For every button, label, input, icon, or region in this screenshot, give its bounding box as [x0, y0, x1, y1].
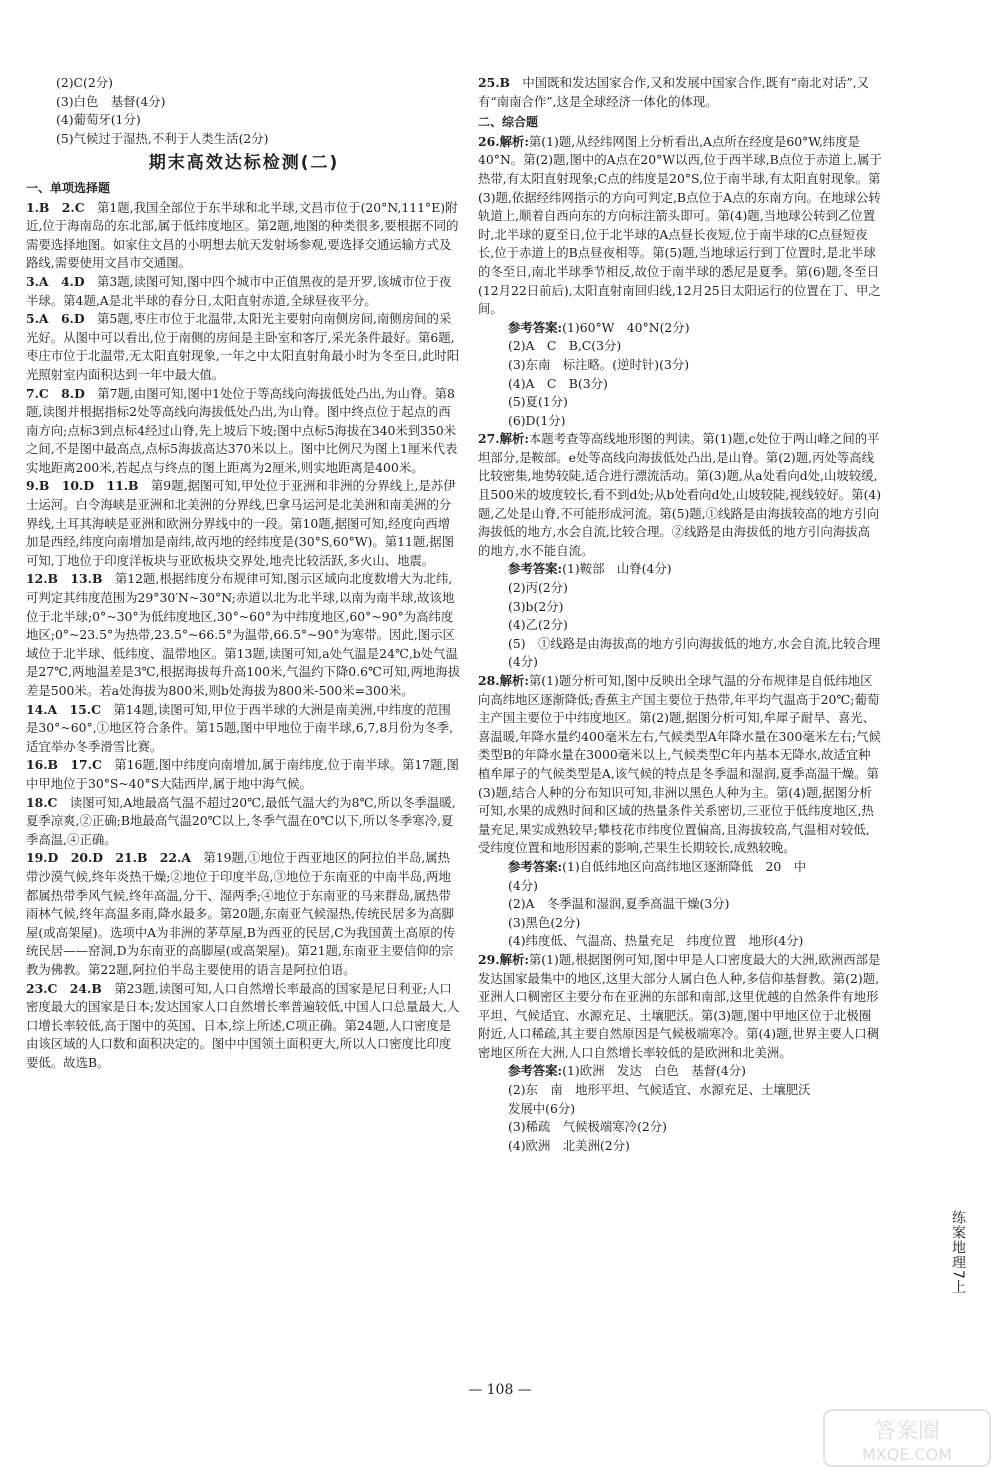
question-number: 26.	[478, 133, 500, 149]
reference-answers	[478, 858, 882, 951]
left-column	[26, 74, 462, 1072]
prev-answer-line: (2)C(2分)	[56, 75, 113, 90]
reference-answers	[478, 319, 882, 431]
answer-line: (5) ①线路是由海拔高的地方引向海拔低的地方,水会自流,比较合理(4分)	[508, 635, 881, 670]
reference-answers	[478, 1062, 882, 1155]
answer-line: (4)乙(2分)	[508, 617, 568, 633]
answer-text: 第23题,读图可知,人口自然增长率最高的国家是尼日利亚;人口密度最大的国家是日本;发达国家人口自然增长率普遍较低,中国人口总量最大,人口增长率较低,高于图中的英国、日本,综上所述,C项正确。第24题,人口密度是由该区域的人口数和面积决定的。图中中国领土面积更大,所以人口密度比印度要低。故选B。	[26, 980, 460, 1070]
watermark-bottom: MXQE.COM	[861, 1445, 953, 1464]
analysis-text: 第(1)题分析可知,图中反映出全球气温的分布规律是自低纬地区向高纬地区逐渐降低;香蕉主产国主要位于热带,年平均气温高于20℃;葡萄主产国主要位于中纬度地区。第(2)题,据图分析可知,牟犀子耐旱、喜光、喜温暖,年降水量约400毫米左右,气候类型A年降水量在300毫米左右;气候类型B的年降水量在3000毫米以上,气候类型C年内基本无降水,故适宜种植牟犀子的气候类型是A,该气候的特点是冬季温和湿润,夏季高温干燥。第(3)题,结合人种的分布知识可知,非洲以黑色人种为主。第(4)题,据图分析可知,水果的成熟时间和区域的热量条件关系密切,三亚位于低纬度地区,热量充足,果实成熟较早;攀枝花市纬度位置偏高,且海拔较高,气温相对较低,受纬度位置和地形因素的影响,芒果生长期较长,成熟较晚。	[478, 673, 881, 856]
prev-answers	[26, 74, 462, 148]
prev-answer-line: (3)白色 基督(4分)	[56, 93, 166, 109]
answer-text: 中国既和发达国家合作,又和发展中国家合作,既有“南北对话”,又有“南南合作”,这是全球经济一体化的体现。	[478, 75, 870, 109]
answer-item	[26, 477, 462, 570]
answer-label: 参考答案:	[508, 561, 563, 577]
answer-line: (1)60°W 40°N(2分)	[562, 319, 690, 335]
answer-item	[26, 701, 462, 757]
answer-text: 第12题,根据纬度分布规律可知,图示区域向北度数增大为北纬,可判定其纬度范围为29°30′N~30°N;赤道以北为北半球,以南为南半球,故该地位于北半球;0°~30°为低纬度地区,30°~60°为中纬度地区,60°~90°为高纬度地区;0°~23.5°为热带,23.5°~66.5°为温带,66.5°~90°为寒带。因此,图示区域位于北半球、低纬度、温带地区。第13题,读图可知,a处气温是24℃,b处气温是27℃,两地温差是3℃,根据海拔每升高100米,气温约下降0.6℃可知,两地海拔差是500米。若a处海拔为800米,则b处海拔为800米-500米=300米。	[26, 571, 461, 698]
answer-line: (3)b(2分)	[508, 598, 564, 614]
answer-item	[26, 385, 462, 478]
answer-line: (6)D(1分)	[508, 412, 566, 428]
question-29	[478, 951, 882, 1063]
watermark-top: 答案圈	[873, 1419, 941, 1444]
answer-line: (3)东南 标注略。(逆时针)(3分)	[508, 356, 690, 372]
answer-line: (3)黑色(2分)	[508, 914, 581, 930]
answer-text: 第16题,图中纬度向南增加,属于南纬度,位于南半球。第17题,图中甲地位于30°S~40°S大陆西岸,属于地中海气候。	[26, 757, 459, 791]
answer-line: (5)夏(1分)	[508, 394, 568, 410]
question-28	[478, 672, 882, 858]
answer-label: 参考答案:	[508, 319, 563, 335]
section-heading: 二、综合题	[478, 115, 539, 130]
answer-line: (2)A 冬季温和湿润,夏季高温干燥(3分)	[508, 896, 730, 912]
question-number: 1.B 2.C	[26, 199, 85, 215]
answer-text: 第3题,读图可知,图中四个城市中正值黑夜的是开罗,该城市位于夜半球。第4题,A是北半球的春分日,太阳直射赤道,全球昼夜平分。	[26, 273, 452, 308]
answer-text: 第9题,据图可知,甲处位于亚洲和非洲的分界线上,是苏伊士运河。白令海峡是亚洲和北美洲的分界线,巴拿马运河是北美洲和南美洲的分界线,土耳其海峡是亚洲和欧洲分界线中的一段。第10题,据图可知,经度向西增加是西经,纬度向南增加是南纬,故丙地的经纬度是(30°S,60°W)。第11题,据图可知,丁地位于印度洋板块与亚欧板块交界处,地壳比较活跃,多火山、地震。	[26, 478, 456, 568]
answer-text: 第1题,我国全部位于东半球和北半球,文昌市位于(20°N,111°E)附近,位于海南岛的东北部,属于低纬度地区。第2题,地图的种类很多,要根据不同的需要选择地图。如家住文昌的小明想去航天发射场参观,要选择交通运输方式及路线,需要使用文昌市交通图。	[26, 199, 459, 271]
analysis-label: 解析:	[499, 951, 529, 967]
answer-line: (2)丙(2分)	[508, 580, 568, 596]
page-number: — 108 —	[468, 1382, 532, 1398]
question-number: 12.B 13.B	[26, 571, 103, 587]
side-label: 练案地理7上	[950, 1210, 966, 1295]
prev-answer-line: (4)葡萄牙(1分)	[56, 112, 141, 128]
answer-item	[26, 849, 462, 979]
question-number: 19.D 20.D 21.B 22.A	[26, 850, 191, 866]
answer-item	[26, 980, 462, 1073]
answer-line: (4)欧洲 北美洲(2分)	[508, 1137, 630, 1153]
question-number: 27.	[478, 431, 500, 447]
answer-line: (1)欧洲 发达 白色 基督(4分)	[562, 1063, 746, 1079]
question-number: 9.B 10.D 11.B	[26, 478, 139, 494]
answer-item	[26, 756, 462, 793]
answer-item	[26, 794, 462, 850]
question-number: 18.C	[26, 794, 58, 810]
answer-line: (2)东 南 地形平坦、气候适宜、水源充足、土壤肥沃	[508, 1082, 811, 1098]
analysis-text: 本题考查等高线地形图的判读。第(1)题,c处位于两山峰之间的平坦部分,是鞍部。e处等高线向海拔低处凸出,是山脊。第(2)题,丙处等高线比较密集,地势较陡,适合进行漂流活动。第(3)题,从a处看向d处,山坡较缓,且500米的坡度较长,看不到d处;从b处看向d处,山坡较陡,视线较好。第(4)题,乙处是山脊,不可能形成河流。第(5)题,①线路是由海拔较高的地方引向海拔低的地方,水会自流,比较合理。②线路是由海拔低的地方引向海拔高的地方,水不能自流。	[478, 431, 882, 558]
question-number: 14.A 15.C	[26, 701, 101, 717]
answer-item	[478, 74, 882, 111]
answer-item	[26, 273, 462, 310]
answer-item	[26, 570, 462, 700]
answer-line: 发展中(6分)	[508, 1100, 576, 1116]
answer-item	[26, 310, 462, 384]
answer-text: 第19题,①地位于西亚地区的阿拉伯半岛,属热带沙漠气候,终年炎热干燥;②地位于印度半岛,③地位于东南亚的中南半岛,两地都属热带季风气候,终年高温,分干、湿两季;④地位于东南亚的马来群岛,属热带雨林气候,终年高温多雨,降水最多。第20题,东南亚气候湿热,传统民居多为高脚屋(或高架屋)。选项中A为非洲的茅草屋,B为西亚的民居,C为我国黄土高原的传统民居——窑洞,D为东南亚的高脚屋(或高架屋)。第21题,东南亚主要信仰的宗教为佛教。第22题,阿拉伯半岛主要使用的语言是阿拉伯语。	[26, 850, 456, 977]
reference-answers	[478, 560, 882, 672]
analysis-label: 解析:	[499, 133, 529, 149]
answer-item	[26, 199, 462, 273]
watermark-logo	[822, 1408, 992, 1468]
answer-text: 第14题,读图可知,甲位于西半球的大洲是南美洲,中纬度的范围是30°~60°,①地区符合条件。第15题,图中甲地位于南半球,6,7,8月份为冬季,适宜举办冬季滑雪比赛。	[26, 701, 454, 754]
answer-label: 参考答案:	[508, 1063, 563, 1079]
answer-text: 读图可知,A地最高气温不超过20℃,最低气温大约为8℃,所以冬季温暖,夏季凉爽,②正确;B地最高气温20℃以上,冬季气温在0℃以下,所以冬季寒冷,夏季高温,④正确。	[26, 794, 456, 847]
answer-line: (4)A C B(3分)	[508, 375, 608, 391]
question-number: 7.C 8.D	[26, 385, 85, 401]
question-number: 16.B 17.C	[26, 757, 102, 773]
answer-line: (3)稀疏 气候极端寒冷(2分)	[508, 1119, 668, 1135]
question-26	[478, 133, 882, 319]
question-number: 25.B	[478, 75, 511, 90]
answer-line: (2)A C B,C(3分)	[508, 338, 622, 354]
analysis-label: 解析:	[499, 673, 529, 688]
answer-line: (4分)	[508, 877, 538, 893]
question-number: 5.A 6.D	[26, 311, 85, 327]
analysis-text: 第(1)题,从经纬网图上分析看出,A点所在经度是60°W,纬度是40°N。第(2)题,图中的A点在20°W以西,位于西半球,B点位于赤道上,属于热带,有太阳直射现象;C点的纬度是20°S,位于南半球,有太阳直射现象。第(3)题,依据经纬网指示的方向可判定,B点位于A点的东南方向。在地球公转轨道上,顺着自西向东的方向标注箭头即可。第(4)题,当地球公转到乙位置时,北半球的夏至日,位于北半球的A点昼长夜短,位于南半球的C点昼短夜长,位于赤道上的B点昼夜相等。第(5)题,当地球运行到丁位置时,是北半球的冬至日,南北半球季节相反,故位于南半球的悉尼是夏季。第(6)题,冬至日(12月22日前后),太阳直射南回归线,12月25日太阳运行的位置在丁、甲之间。	[478, 133, 882, 317]
page-title: 期末高效达标检测(二)	[148, 153, 340, 174]
answer-line: (1)鞍部 山脊(4分)	[562, 561, 672, 577]
prev-answer-line: (5)气候过于湿热,不利于人类生活(2分)	[56, 130, 269, 146]
question-number: 3.A 4.D	[26, 273, 85, 289]
answer-text: 第7题,由图可知,图中1处位于等高线向海拔低处凸出,为山脊。第8题,读图并根据指标2处等高线向海拔低处凸出,为山脊。图中终点位于起点的西南方向;点标3到点标4经过山脊,先上坡后下坡;图中点标5海拔在340米到350米之间,不是图中最高点,点标5海拔高达370米以上。图中比例尺为图上1厘米代表实地距离200米,若起点与终点的图上距离为2厘米,则实地距离是400米。	[26, 385, 458, 475]
section-heading: 一、单项选择题	[26, 180, 111, 195]
question-number: 23.C 24.B	[26, 980, 102, 996]
question-number: 29.	[478, 951, 500, 967]
answer-label: 参考答案:	[508, 858, 563, 874]
answer-line: (4)纬度低、气温高、热量充足 纬度位置 地形(4分)	[508, 933, 804, 949]
question-27	[478, 430, 882, 560]
right-column	[478, 74, 882, 1155]
answer-text: 第5题,枣庄市位于北温带,太阳光主要射向南侧房间,南侧房间的采光好。从图中可以看出,位于南侧的房间是主卧室和客厅,采光条件最好。第6题,枣庄市位于北温带,无太阳直射现象,一年之中太阳直射角最小时为冬至日,此时阳光照射室内面积达到一年中最大值。	[26, 311, 460, 382]
question-number: 28.	[478, 673, 500, 688]
analysis-label: 解析:	[499, 431, 529, 447]
analysis-text: 第(1)题,根据图例可知,图中甲是人口密度最大的大洲,欧洲西部是发达国家最集中的地区,这里大部分人属白色人种,多信仰基督教。第(2)题,亚洲人口稠密区主要分布在亚洲的东部和南部,这里优越的自然条件有地形平坦、气候适宜、水源充足、土壤肥沃。第(3)题,图中甲地区位于北极圈附近,人口稀疏,其主要自然原因是气候极端寒冷。第(4)题,世界主要人口稠密地区所在大洲,人口自然增长率较低的是欧洲和北美洲。	[478, 951, 881, 1060]
answer-line: (1)自低纬地区向高纬地区逐渐降低 20 中	[562, 858, 807, 874]
